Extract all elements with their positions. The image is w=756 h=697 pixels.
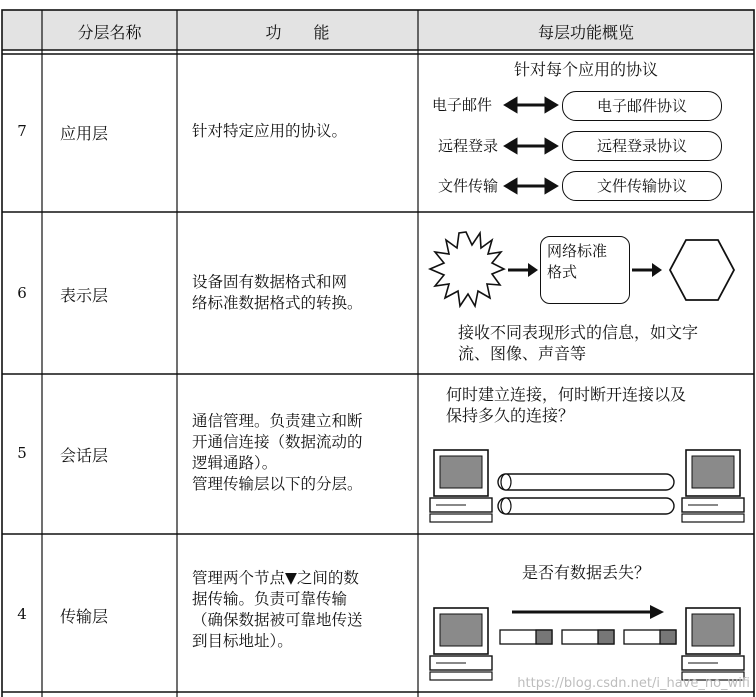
app-arrows [500, 90, 562, 200]
row-7-function: 针对特定应用的协议。 [192, 122, 348, 140]
row-6-function: 设备固有数据格式和网 络标准数据格式的转换。 [192, 273, 363, 312]
right-computer-icon-transport [682, 608, 744, 680]
left-computer-icon [430, 450, 492, 522]
app-remote-protocol: 远程登录协议 [562, 131, 722, 161]
session-diagram [420, 440, 754, 532]
app-email-protocol: 电子邮件协议 [562, 91, 722, 121]
app-remote-label: 远程登录 [438, 137, 499, 155]
row-5-function: 通信管理。负责建立和断 开通信连接（数据流动的 逻辑通路）。 管理传输层以下的分层。 [192, 412, 363, 493]
row-4-layer-name: 传输层 [60, 607, 109, 626]
row-6-number: 6 [17, 284, 27, 302]
network-standard-format-box: 网络标准 格式 [540, 236, 630, 304]
row-7-number: 7 [17, 122, 27, 140]
app-email-label: 电子邮件 [432, 96, 493, 114]
right-computer-icon [682, 450, 744, 522]
row-5-overview-caption: 何时建立连接，何时断开连接以及 保持多久的连接？ [446, 385, 687, 425]
row-5-layer-name: 会话层 [60, 446, 109, 465]
row-4-function: 管理两个节点▼之间的数 据传输。负责可靠传输 （确保数据被可靠地传送 到目标地址）。 [192, 569, 363, 650]
header-layer-name: 分层名称 [77, 23, 142, 42]
header-function: 功 能 [265, 23, 330, 42]
header-overview: 每层功能概览 [537, 23, 634, 42]
row-7-layer-name: 应用层 [60, 124, 109, 143]
row-6-overview-caption: 接收不同表现形式的信息，如文字 流、图像、声音等 [458, 323, 699, 363]
row-7-overview-title: 针对每个应用的协议 [513, 60, 658, 79]
row-4-number: 4 [17, 605, 27, 623]
left-computer-icon-transport [430, 608, 492, 680]
watermark: https://blog.csdn.net/i_have_no_wifi [517, 676, 750, 691]
row-4-overview-caption: 是否有数据丢失？ [521, 563, 650, 582]
row-5-number: 5 [17, 444, 27, 462]
app-file-protocol: 文件传输协议 [562, 171, 722, 201]
app-file-label: 文件传输 [438, 177, 499, 195]
row-6-layer-name: 表示层 [60, 286, 109, 305]
